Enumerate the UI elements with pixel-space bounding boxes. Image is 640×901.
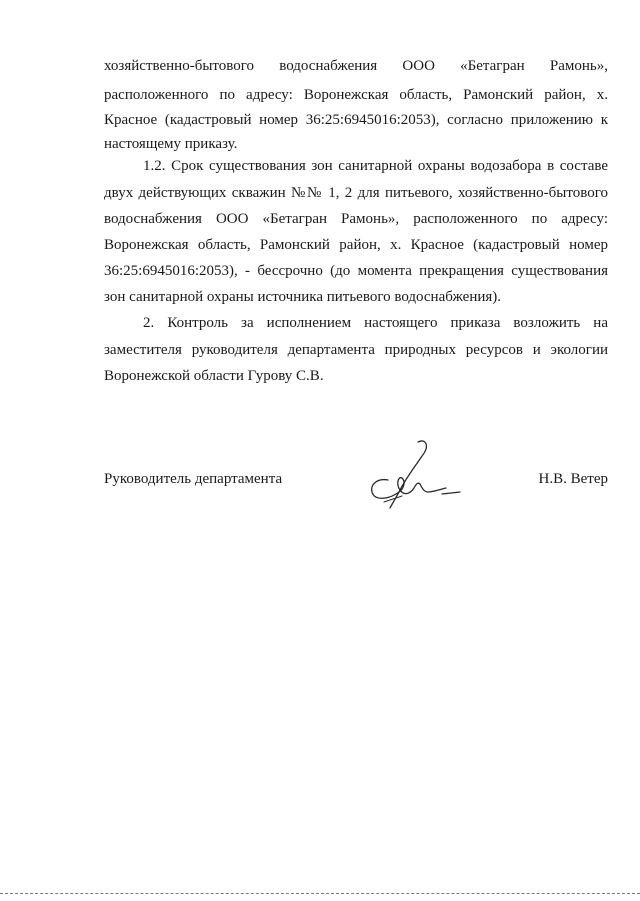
signatory-title: Руководитель департамента [104,471,283,487]
paragraph-1-line-2: расположенного по адресу: Воронежская область, Рамонский район, х. [104,87,608,103]
paragraph-3-line-1: 2. Контроль за исполнением настоящего приказа возложить на [143,315,608,331]
paragraph-3-line-3: Воронежской области Гурову С.В. [104,368,324,384]
paragraph-2-line-4: Воронежская область, Рамонский район, х. Красное (кадастровый номер [104,237,608,253]
paragraph-2-line-2: двух действующих скважин №№ 1, 2 для питьевого, хозяйственно-бытового [104,185,608,201]
paragraph-2-line-3: водоснабжения ООО «Бетагран Рамонь», расположенного по адресу: [104,211,608,227]
paragraph-2-line-6: зон санитарной охраны источника питьевого водоснабжения). [104,289,502,305]
paragraph-1-line-4: настоящему приказу. [104,136,238,152]
page-bottom-edge [0,893,640,894]
handwritten-signature [366,436,462,516]
paragraph-1-line-3: Красное (кадастровый номер 36:25:6945016:2053), согласно приложению к [104,112,608,128]
signatory-name: Н.В. Ветер [538,471,608,487]
paragraph-2-line-5: 36:25:6945016:2053), - бессрочно (до момента прекращения существования [104,263,608,279]
paragraph-1-line-1: хозяйственно-бытового водоснабжения ООО «Бетагран Рамонь», [104,58,608,74]
paragraph-2-line-1: 1.2. Срок существования зон санитарной охраны водозабора в составе [143,158,608,174]
paragraph-3-line-2: заместителя руководителя департамента природных ресурсов и экологии [104,342,608,358]
